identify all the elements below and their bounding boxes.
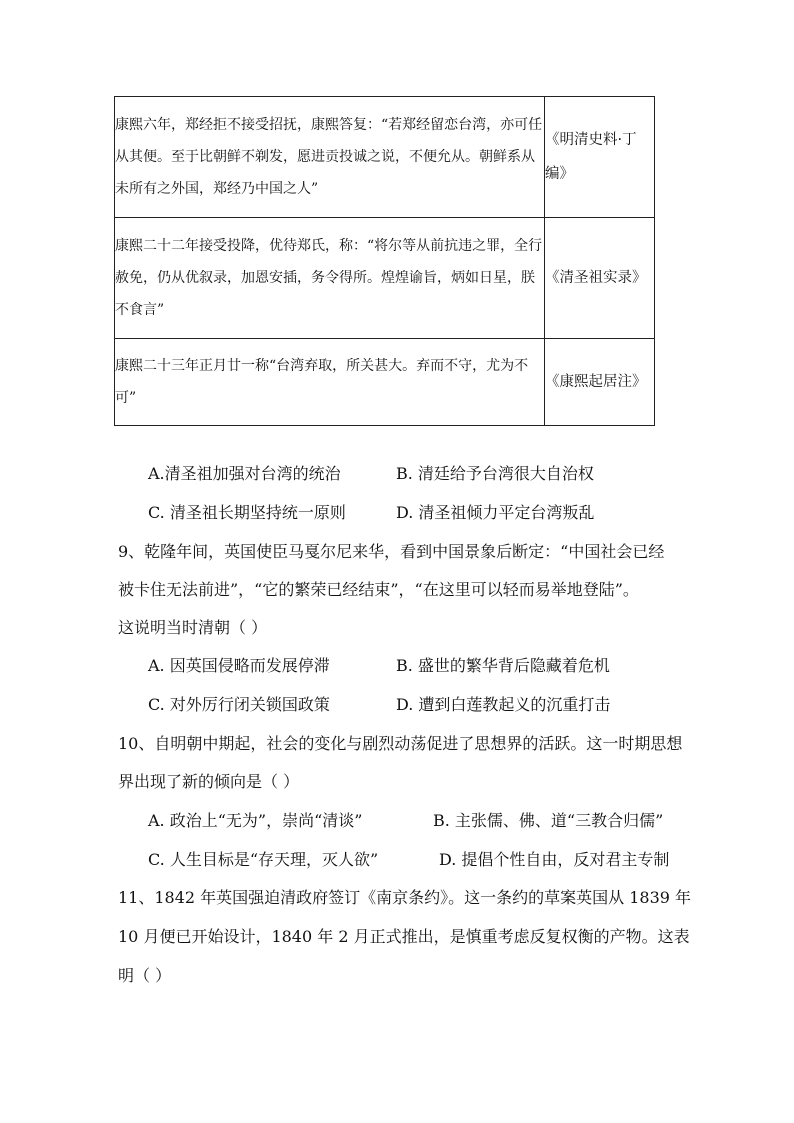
q11-stem-line3: 明（ ） [118,966,172,985]
quote-cell: 康熙六年，郑经拒不接受招抚，康熙答复：“若郑经留恋台湾，亦可任从其便。至于比朝鲜不剃发，愿进贡投诚之说，不便允从。朝鲜系从未所有之外国，郑经乃中国之人” [115,97,545,218]
quote-cell: 康熙二十二年接受投降，优待郑氏，称：“将尔等从前抗违之罪，全行赦免，仍从优叙录，加恩安插，务令得所。煌煌谕旨，炳如日星，朕不食言” [115,218,545,339]
q10-option-d: D. 提倡个性自由，反对君主专制 [439,850,670,869]
source-cell: 《康熙起居注》 [545,339,655,426]
q9-stem-line3: 这说明当时清朝（ ） [118,618,268,637]
q9-option-b: B. 盛世的繁华背后隐藏着危机 [396,656,610,675]
source-cell: 《清圣祖实录》 [545,218,655,339]
q8-option-d: D. 清圣祖倾力平定台湾叛乱 [396,503,595,522]
q9-option-c: C. 对外厉行闭关锁国政策 [148,695,330,714]
q10-option-c: C. 人生目标是“存天理，灭人欲” [148,850,379,869]
quote-cell: 康熙二十三年正月廿一称“台湾弃取，所关甚大。弃而不守，尤为不可” [115,339,545,426]
q9-option-d: D. 遭到白莲教起义的沉重打击 [396,695,611,714]
q8-option-a: A.清圣祖加强对台湾的统治 [148,464,341,483]
q10-option-a: A. 政治上“无为”，崇尚“清谈” [148,811,363,830]
q9-stem-line1: 9、乾隆年间，英国使臣马戛尔尼来华，看到中国景象后断定：“中国社会已经 [118,542,665,561]
q10-stem-line1: 10、自明朝中期起，社会的变化与剧烈动荡促进了思想界的活跃。这一时期思想 [118,734,683,753]
table-row [115,218,655,339]
source-table [114,96,655,426]
table-row [115,339,655,426]
source-cell: 《明清史料·丁编》 [545,97,655,218]
table-row [115,97,655,218]
q9-stem-line2: 被卡住无法前进”，“它的繁荣已经结束”，“在这里可以轻而易举地登陆”。 [118,580,639,599]
q11-stem-line1: 11、1842 年英国强迫清政府签订《南京条约》。这一条约的草案英国从 1839 年 [118,888,692,907]
q8-option-b: B. 清廷给予台湾很大自治权 [396,464,594,483]
q11-stem-line2: 10 月便已开始设计，1840 年 2 月正式推出，是慎重考虑反复权衡的产物。这表 [118,927,690,946]
q9-option-a: A. 因英国侵略而发展停滞 [148,656,330,675]
q10-option-b: B. 主张儒、佛、道“三教合归儒” [433,811,664,830]
q8-option-c: C. 清圣祖长期坚持统一原则 [148,503,346,522]
q10-stem-line2: 界出现了新的倾向是（ ） [118,772,300,791]
